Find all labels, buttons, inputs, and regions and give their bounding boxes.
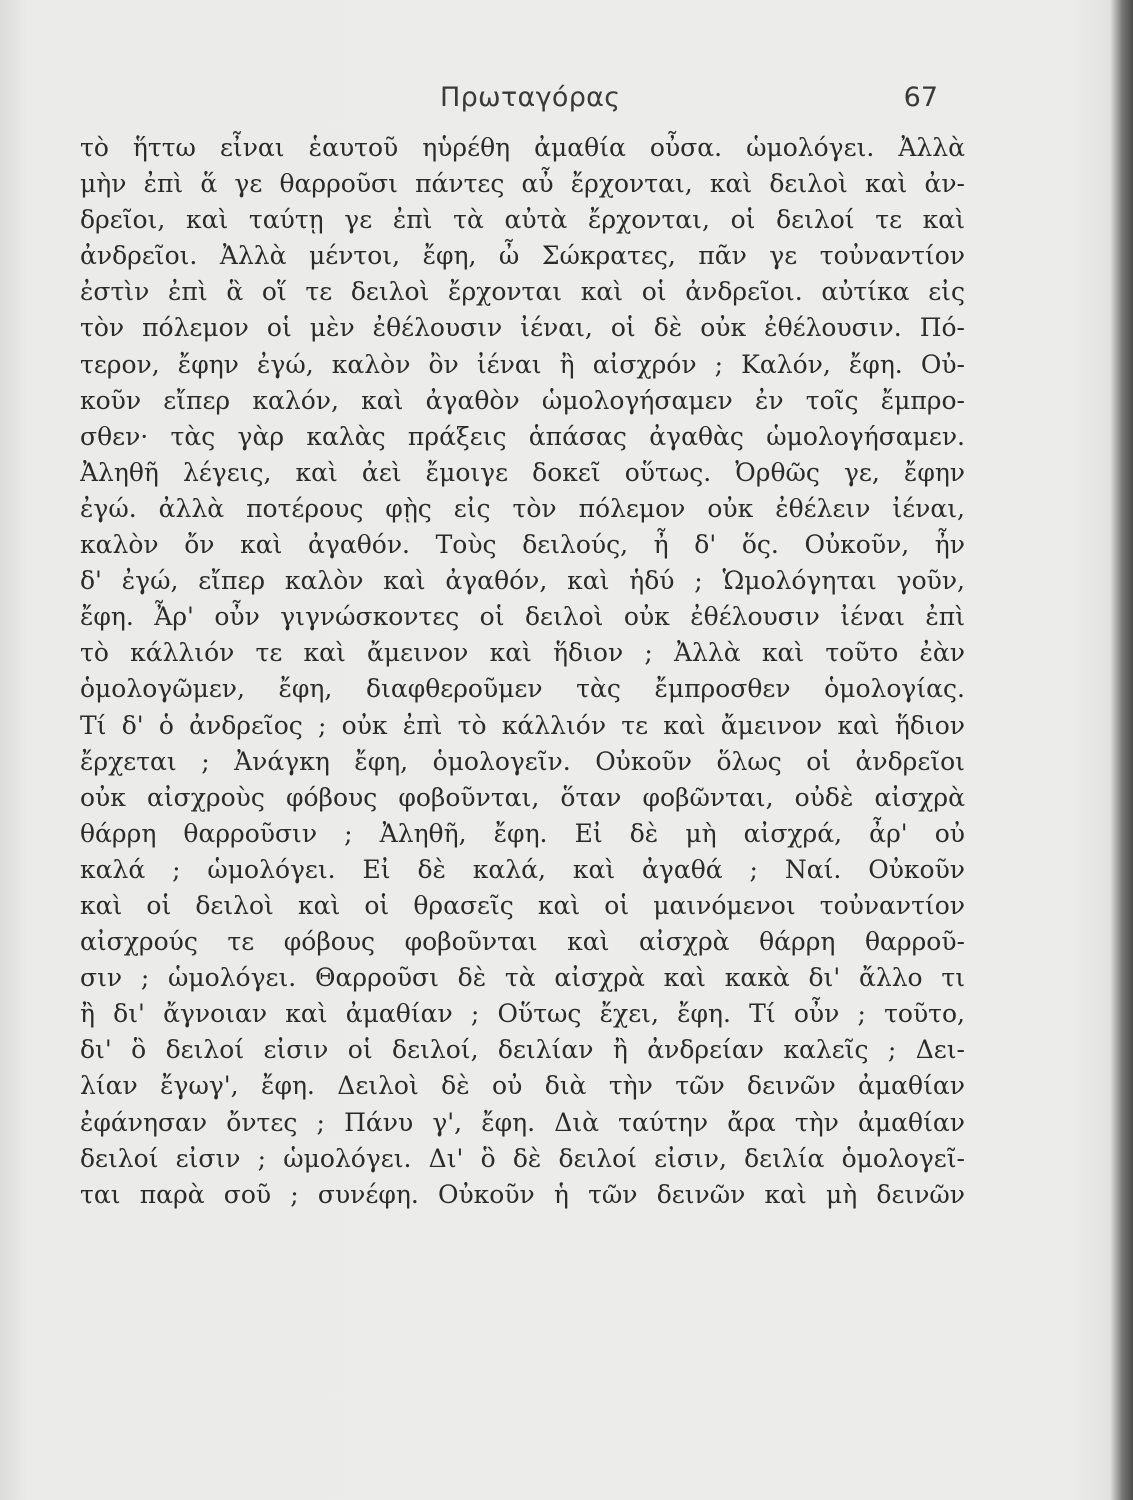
text-line: ὁμολογῶμεν, ἔφη, διαφθεροῦμεν τὰς ἔμπροσθεν ὁμολογίας. [80,674,965,704]
text-line: καλὸν ὄν καὶ ἀγαθόν. Τοὺς δειλούς, ἦ δ' ὅς. Οὐκοῦν, ἦν [80,530,965,560]
text-line: ἔφη. Ἆρ' οὖν γιγνώσκοντες οἱ δειλοὶ οὐκ ἐθέλουσιν ἰέναι ἐπὶ [80,602,965,632]
text-line: ται παρὰ σοῦ ; συνέφη. Οὐκοῦν ἡ τῶν δεινῶν καὶ μὴ δεινῶν [80,1179,965,1209]
page-header [78,78,938,122]
text-line: δ' ἐγώ, εἴπερ καλὸν καὶ ἀγαθόν, καὶ ἡδύ ; Ὡμολόγηται γοῦν, [80,566,965,596]
text-line: κοῦν εἴπερ καλόν, καὶ ἀγαθὸν ὡμολογήσαμεν ἐν τοῖς ἔμπρο- [80,385,965,415]
text-line: ἐστὶν ἐπὶ ἃ οἵ τε δειλοὶ ἔρχονται καὶ οἱ ἀνδρεῖοι. αὐτίκα εἰς [80,277,965,307]
text-line: τὸ κάλλιόν τε καὶ ἄμεινον καὶ ἥδιον ; Ἀλλὰ καὶ τοῦτο ἐὰν [80,638,965,668]
text-line: ἀνδρεῖοι. Ἀλλὰ μέντοι, ἔφη, ὦ Σώκρατες, πᾶν γε τοὐναντίον [80,241,965,271]
text-line: θάρρη θαρροῦσιν ; Ἀληθῆ, ἔφη. Εἰ δὲ μὴ αἰσχρά, ἆρ' οὐ [80,818,965,848]
text-line: δι' ὃ δειλοί εἰσιν οἱ δειλοί, δειλίαν ἢ ἀνδρείαν καλεῖς ; Δει- [80,1035,965,1065]
text-line: δρεῖοι, καὶ ταύτῃ γε ἐπὶ τὰ αὐτὰ ἔρχονται, οἱ δειλοί τε καὶ [80,205,965,235]
text-line: αἰσχρούς τε φόβους φοβοῦνται καὶ αἰσχρὰ θάρρη θαρροῦ- [80,927,965,957]
text-line: τὸν πόλεμον οἱ μὲν ἐθέλουσιν ἰέναι, οἱ δὲ οὐκ ἐθέλουσιν. Πό- [80,313,965,343]
text-line: καὶ οἱ δειλοὶ καὶ οἱ θρασεῖς καὶ οἱ μαινόμενοι τοὐναντίον [80,890,965,920]
body-text [80,130,965,1213]
page-number: 67 [903,82,938,113]
text-line: Τί δ' ὁ ἀνδρεῖος ; οὐκ ἐπὶ τὸ κάλλιόν τε καὶ ἄμεινον καὶ ἥδιον [80,710,965,740]
text-line: δειλοί εἰσιν ; ὡμολόγει. Δι' ὃ δὲ δειλοί εἰσιν, δειλία ὁμολογεῖ- [80,1143,965,1173]
text-line: οὐκ αἰσχροὺς φόβους φοβοῦνται, ὅταν φοβῶνται, οὐδὲ αἰσχρὰ [80,782,965,812]
text-line: τερον, ἔφην ἐγώ, καλὸν ὂν ἰέναι ἢ αἰσχρόν ; Καλόν, ἔφη. Οὐ- [80,349,965,379]
text-line: τὸ ἥττω εἶναι ἑαυτοῦ ηὑρέθη ἀμαθία οὖσα. ὡμολόγει. Ἀλλὰ [80,133,965,162]
text-line: Ἀληθῆ λέγεις, καὶ ἀεὶ ἔμοιγε δοκεῖ οὕτως. Ὀρθῶς γε, ἔφην [80,457,965,487]
text-line: ἢ δι' ἄγνοιαν καὶ ἀμαθίαν ; Οὕτως ἔχει, ἔφη. Τί οὖν ; τοῦτο, [80,999,965,1029]
text-line: σιν ; ὡμολόγει. Θαρροῦσι δὲ τὰ αἰσχρὰ καὶ κακὰ δι' ἄλλο τι [80,963,965,993]
running-title: Πρωταγόρας [440,82,621,113]
text-line: καλά ; ὡμολόγει. Εἰ δὲ καλά, καὶ ἀγαθά ; Ναί. Οὐκοῦν [80,854,965,884]
text-line: ἐφάνησαν ὄντες ; Πάνυ γ', ἔφη. Διὰ ταύτην ἄρα τὴν ἀμαθίαν [80,1107,965,1137]
text-line: λίαν ἔγωγ', ἔφη. Δειλοὶ δὲ οὐ διὰ τὴν τῶν δεινῶν ἀμαθίαν [80,1071,965,1101]
text-line: μὴν ἐπὶ ἅ γε θαρροῦσι πάντες αὖ ἔρχονται, καὶ δειλοὶ καὶ ἀν- [80,169,965,199]
text-line: ἔρχεται ; Ἀνάγκη ἔφη, ὁμολογεῖν. Οὐκοῦν ὅλως οἱ ἀνδρεῖοι [80,746,965,776]
text-line: σθεν· τὰς γὰρ καλὰς πράξεις ἁπάσας ἀγαθὰς ὡμολογήσαμεν. [80,421,965,451]
text-line: ἐγώ. ἀλλὰ ποτέρους φῂς εἰς τὸν πόλεμον οὐκ ἐθέλειν ἰέναι, [80,493,965,523]
